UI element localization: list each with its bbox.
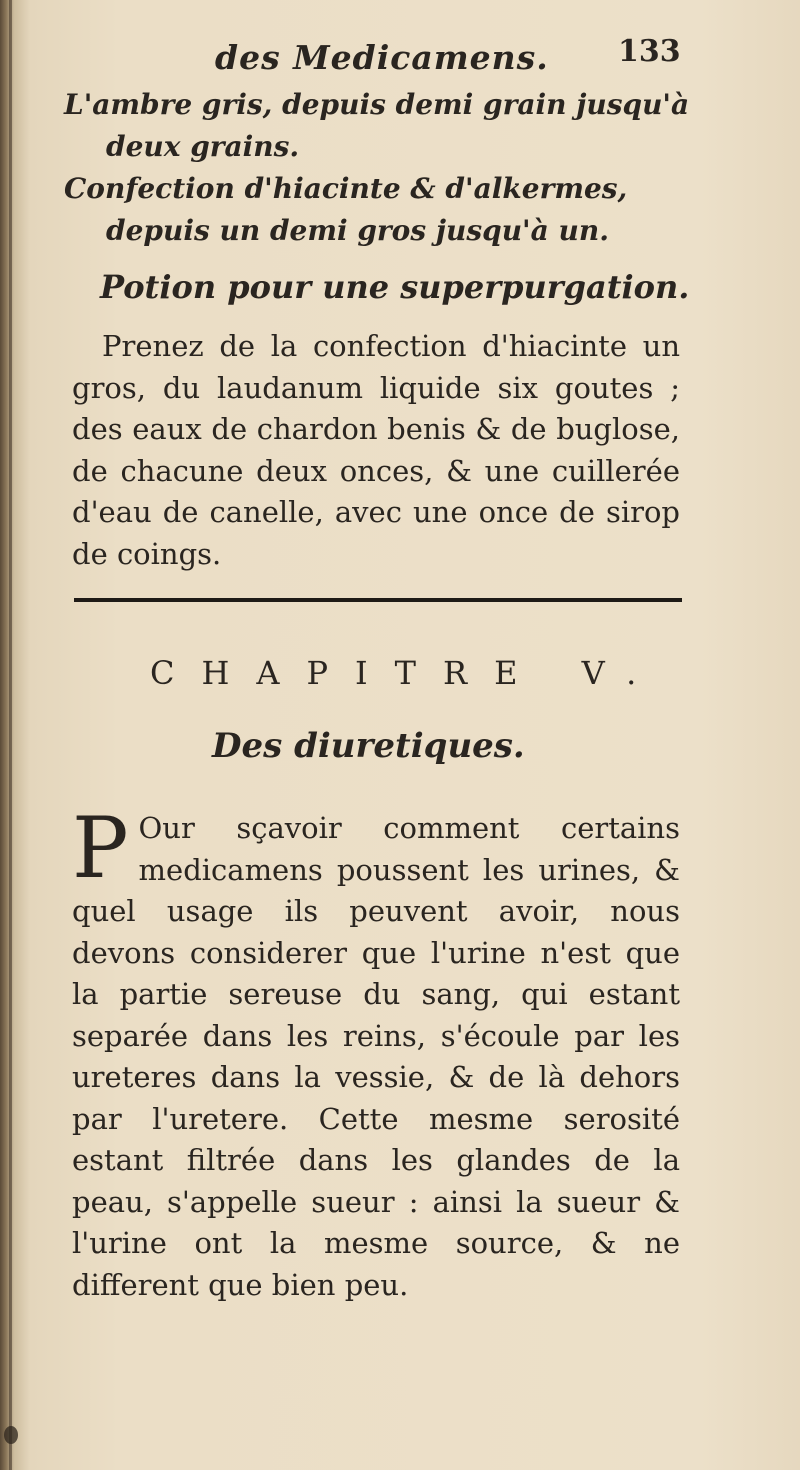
drop-cap: P <box>72 799 129 897</box>
binding-gutter <box>9 0 12 1470</box>
chapter-label: CHAPITRE V. <box>150 654 664 692</box>
chapter-divider-rule <box>74 598 682 602</box>
potion-heading: Potion pour une superpurgation. <box>100 268 690 306</box>
recipe-entry-confection: Confection d'hiacinte & d'alkermes, depuis un demi gros jusqu'à un. <box>64 172 628 247</box>
running-title: des Medicamens. <box>215 38 549 77</box>
recipe-entry-ambergris: L'ambre gris, depuis demi grain jusqu'à deux grains. <box>64 88 690 163</box>
potion-paragraph: Prenez de la confection d'hiacinte un gros, du laudanum liquide six goutes ; des eaux de chardon benis & de buglose, de chacune deux onces, & une cuillerée d'eau de canelle, avec une once de sirop de coings. <box>72 329 680 571</box>
ink-stain-mark <box>4 1426 18 1444</box>
page-number: 133 <box>618 34 681 69</box>
chapter-title: Des diuretiques. <box>212 726 525 766</box>
chapter-paragraph <box>72 799 680 1306</box>
chapter-paragraph-text: Our sçavoir comment certains medicamens poussent les urines, & quel usage ils peuvent avoir, nous devons considerer que l'urine n'est que la partie sereuse du sang, qui estant separée dans les reins, s'écoule par les ureteres dans la vessie, & de là dehors par l'uretere. Cette mesme serosité estant filtrée dans les glandes de la peau, s'appelle sueur : ainsi la sueur & l'urine ont la mesme source, & ne different que bien peu. <box>72 811 680 1302</box>
